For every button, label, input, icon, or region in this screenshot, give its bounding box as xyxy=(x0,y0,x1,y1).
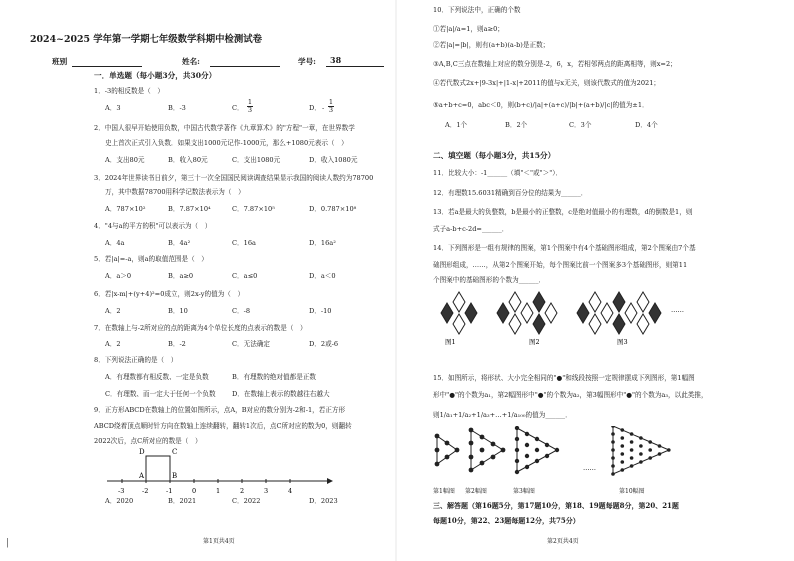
triangle-label-2: 第2幅图 xyxy=(465,488,487,495)
triangle-dot xyxy=(658,444,662,448)
q14-pattern-figure xyxy=(433,288,693,348)
triangle-dot xyxy=(630,456,634,460)
q4-option-a: A．4a xyxy=(105,239,125,247)
triangle-dot xyxy=(630,432,634,436)
axis-tick-label: 4 xyxy=(288,487,293,495)
q9-option-d: D．2023 xyxy=(309,497,338,505)
q5-option-b: B．a≥0 xyxy=(168,272,194,280)
q4-option-b: B．4a² xyxy=(168,239,191,247)
q3-option-d: D．0.787×10⁸ xyxy=(309,205,357,213)
q2-option-d: D．收入1080元 xyxy=(309,156,358,164)
triangle-figure-3 xyxy=(515,426,559,474)
q15-stem-line3: 则1/a₁+1/a₂+1/a₃+…+1/a₁₀₀的值为______． xyxy=(433,411,572,419)
triangle-dot xyxy=(621,444,625,448)
q7-option-d: D．2或-6 xyxy=(309,340,339,348)
triangle-dot xyxy=(648,440,652,444)
q15-stem-line2: 形中"●"的个数为a₁，第2幅图形中"●"的个数为a₂，第3幅图形中"●"的个数为a₃，以此类推， xyxy=(433,391,708,399)
q6-stem: 6．若|x-m|+(y+4)²=0成立，则2x-y的值为（ ） xyxy=(94,290,245,298)
pattern-1 xyxy=(441,292,477,334)
q9-stem-line3: 2022次后，点C所对应的数是（ ） xyxy=(94,437,202,445)
number-field[interactable] xyxy=(326,66,384,67)
exam-page-2 xyxy=(397,0,794,561)
q7-option-a: A．2 xyxy=(105,340,121,348)
q8-option-c: C．有理数、而一定大于任何一个负数 xyxy=(105,390,216,398)
axis-tick-label: -3 xyxy=(118,487,125,495)
name-field[interactable] xyxy=(210,66,280,67)
pattern-3-label: 图3 xyxy=(617,338,628,346)
q2-option-a: A．支出80元 xyxy=(105,156,145,164)
q5-option-a: A．a＞0 xyxy=(105,272,132,280)
q6-option-d: D．-10 xyxy=(309,307,332,315)
q10-statement-4: ④若代数式2x+|9-3x|+|1-x|+2011的值与x无关，则该代数式的值为2021； xyxy=(433,79,661,87)
q3-stem-line2: 万，其中数据78700用科学记数法表示为（ ） xyxy=(105,188,245,196)
q10-option-c: C．3个 xyxy=(569,121,592,129)
q5-option-c: C．a≤0 xyxy=(232,272,258,280)
q10-statement-5: ⑤a+b+c=0，abc＜0，则(b+c)/|a|+(a+c)/|b|+(a+b)/|c|的值为±1． xyxy=(433,101,649,109)
axis-arrow-icon xyxy=(327,478,333,484)
axis-tick-label: 3 xyxy=(264,487,269,495)
q7-option-c: C．无法确定 xyxy=(232,340,271,348)
triangle-figure-10 xyxy=(611,426,670,476)
page-footer-1: 第1页共4页 xyxy=(203,538,235,545)
triangle-label-10: 第10幅图 xyxy=(619,488,645,495)
q12-stem: 12．有理数15.6031精确到百分位的结果为______． xyxy=(433,189,588,197)
q2-stem-line1: 2．中国人很早开始使用负数，中国古代数学著作《九章算术》的"方程"一章，在世界数学 xyxy=(94,124,355,132)
triangle-dot xyxy=(658,452,662,456)
q10-statement-2: ②若|a|=|b|，则有(a+b)(a-b)是正数； xyxy=(433,41,550,49)
q2-stem-line2: 史上首次正式引入负数．如果支出1000元记作-1000元，那么+1080元表示（ ） xyxy=(105,139,348,147)
q13-stem-line2: 式子a-b+c-2d=______． xyxy=(433,225,509,233)
q1-option-d-sign: - xyxy=(322,104,325,112)
q2-option-b: B．收入80元 xyxy=(168,156,208,164)
axis-tick-label: 0 xyxy=(192,487,197,495)
page-footer-2: 第2页共4页 xyxy=(547,538,579,545)
q6-option-b: B．10 xyxy=(168,307,188,315)
q1-option-d: D． xyxy=(309,104,321,112)
q7-option-b: B．-2 xyxy=(168,340,186,348)
number-value: 38 xyxy=(330,55,342,65)
q1-option-d-fraction: 1 3 xyxy=(328,98,334,114)
triangle-dot xyxy=(611,432,615,436)
q1-stem: 1．-3的相反数是（ ） xyxy=(94,87,164,95)
square-abcd xyxy=(146,456,170,481)
q14-stem-line3: 个图案中的基础图形的个数为______． xyxy=(433,276,546,284)
q4-option-c: C．16a xyxy=(232,239,256,247)
axis-tick-label: 1 xyxy=(216,487,221,495)
axis-tick-label: -2 xyxy=(142,487,149,495)
q7-stem: 7．在数轴上与-2所对应的点的距离为4个单位长度的点表示的数是（ ） xyxy=(94,324,307,332)
vertex-c-label: C xyxy=(172,448,178,456)
pattern-2 xyxy=(497,292,557,334)
triangle-dot xyxy=(667,448,671,452)
class-field[interactable] xyxy=(72,66,142,67)
q8-option-b: B．有理数的绝对值都是正数 xyxy=(232,373,316,381)
triangle-label-1: 第1幅图 xyxy=(433,488,455,495)
triangle-dot xyxy=(611,464,615,468)
q14-stem-line1: 14．下列图形是一组有规律的图案，第1个图案中有4个基础图形组成，第2个图案由7个基 xyxy=(433,244,696,252)
q9-option-a: A．2020 xyxy=(105,497,134,505)
triangle-figure-1 xyxy=(435,434,460,467)
pattern-2-label: 图2 xyxy=(529,338,540,346)
scan-mark: | xyxy=(6,538,10,548)
pattern-ellipsis: …… xyxy=(671,306,684,314)
q9-stem-line1: 9．正方形ABCD在数轴上的位置如图所示，点A，B对应的数分别为-2和-1，若正方形 xyxy=(94,406,346,414)
q10-statement-1: ①若|a|/a=1，则a≥0； xyxy=(433,25,504,33)
triangle-dot xyxy=(630,448,634,452)
class-label: 班别 xyxy=(52,57,68,66)
q9-stem-line2: ABCD绕着顶点顺时针方向在数轴上连续翻转，翻转1次后，点C所对应的数为0，则翻转 xyxy=(94,422,352,430)
q9-option-c: C．2022 xyxy=(232,497,261,505)
q3-option-b: B．7.87×10⁴ xyxy=(168,205,211,213)
name-label: 姓名: xyxy=(182,57,200,66)
q5-option-d: D．a＜0 xyxy=(309,272,336,280)
axis-tick-label: 2 xyxy=(240,487,245,495)
q9-option-b: B．2021 xyxy=(168,497,197,505)
q3-option-a: A．787×10² xyxy=(105,205,146,213)
triangle-dot xyxy=(621,436,625,440)
triangle-dot xyxy=(648,448,652,452)
triangle-dot xyxy=(611,448,615,452)
q11-stem: 11．比较大小：-1______（填"＜"或"＞"）． xyxy=(433,169,563,177)
q1-option-a: A．3 xyxy=(105,104,121,112)
exam-title: 2024~2025 学年第一学期七年级数学科期中检测试卷 xyxy=(30,34,263,45)
triangle-dot xyxy=(621,428,625,432)
q14-stem-line2: 础图形组成，……，从第2个图案开始，每个图案比前一个图案多3个基础图形，则第11 xyxy=(433,261,688,269)
triangle-dot xyxy=(639,444,643,448)
vertex-b-label: B xyxy=(172,472,178,480)
section-3-heading-line2: 每题10分，第22、23题每题12分，共75分） xyxy=(433,516,580,525)
q5-stem: 5．若|a|=-a，则a的取值范围是（ ） xyxy=(94,255,208,263)
q8-option-a: A．有理数都有相反数、一定是负数 xyxy=(105,373,209,381)
q1-option-c: C． xyxy=(232,104,244,112)
q10-statement-3: ③A,B,C三点在数轴上对应的数分别是-2，6，x，若相邻两点的距离相等，则x=2； xyxy=(433,60,677,68)
q15-stem-line1: 15．如图所示，将形状、大小完全相同的"●"和线段按照一定规律摆成下列图形，第1幅图 xyxy=(433,374,695,382)
q6-option-a: A．2 xyxy=(105,307,121,315)
q3-stem-line1: 3．2024年世界读书日前夕，第三十一次全国国民阅读调查结果显示我国的阅读人数约为78700 xyxy=(94,174,374,182)
q6-option-c: C．-8 xyxy=(232,307,251,315)
q10-stem: 10．下列说法中，正确的个数 xyxy=(433,6,521,14)
q1-option-b: B．-3 xyxy=(168,104,186,112)
triangle-dot xyxy=(611,456,615,460)
q4-option-d: D．16a² xyxy=(309,239,336,247)
triangle-dot xyxy=(621,460,625,464)
triangle-dot xyxy=(611,426,615,428)
q8-stem: 8．下列说法正确的是（ ） xyxy=(94,356,178,364)
triangle-dot xyxy=(639,460,643,464)
q3-option-c: C．7.87×10⁵ xyxy=(232,205,275,213)
triangle-figure-2 xyxy=(469,428,506,473)
section-2-heading: 二、填空题（每小题3分，共15分） xyxy=(433,151,556,160)
triangle-dot xyxy=(611,472,615,476)
q1-option-c-fraction: 1 3 xyxy=(247,98,253,114)
vertex-a-label: A xyxy=(139,472,145,480)
triangle-dot xyxy=(621,468,625,472)
triangle-dot xyxy=(630,464,634,468)
vertex-d-label: D xyxy=(139,448,145,456)
q10-option-b: B．2个 xyxy=(505,121,528,129)
number-label: 学号: xyxy=(298,57,316,66)
triangle-dot xyxy=(648,456,652,460)
triangle-dot xyxy=(611,440,615,444)
triangle-dot xyxy=(621,452,625,456)
section-3-heading-line1: 三、解答题（第16题5分，第17题10分，第18、19题每题8分，第20、21题 xyxy=(433,501,679,510)
q15-triangle-figure xyxy=(433,426,703,486)
triangle-ellipsis: …… xyxy=(583,464,596,472)
pattern-3 xyxy=(577,292,661,334)
pattern-1-label: 图1 xyxy=(445,338,456,346)
q13-stem-line1: 13．若a是最大的负整数，b是最小的正整数，c是绝对值最小的有理数，d的倒数是1，则 xyxy=(433,208,693,216)
section-1-heading: 一．单选题（每小题3分，共30分） xyxy=(94,71,217,80)
triangle-dot xyxy=(639,452,643,456)
q4-stem: 4．"4与a的平方的积"可以表示为（ ） xyxy=(94,222,212,230)
triangle-dot xyxy=(639,436,643,440)
q10-option-d: D．4个 xyxy=(635,121,658,129)
q10-option-a: A．1个 xyxy=(445,121,468,129)
triangle-label-3: 第3幅图 xyxy=(513,488,535,495)
number-line-figure xyxy=(105,448,335,496)
q2-option-c: C．支出1080元 xyxy=(232,156,281,164)
triangle-dot xyxy=(630,440,634,444)
q8-option-d: D．在数轴上表示的数越往右越大 xyxy=(232,390,330,398)
axis-tick-label: -1 xyxy=(166,487,173,495)
